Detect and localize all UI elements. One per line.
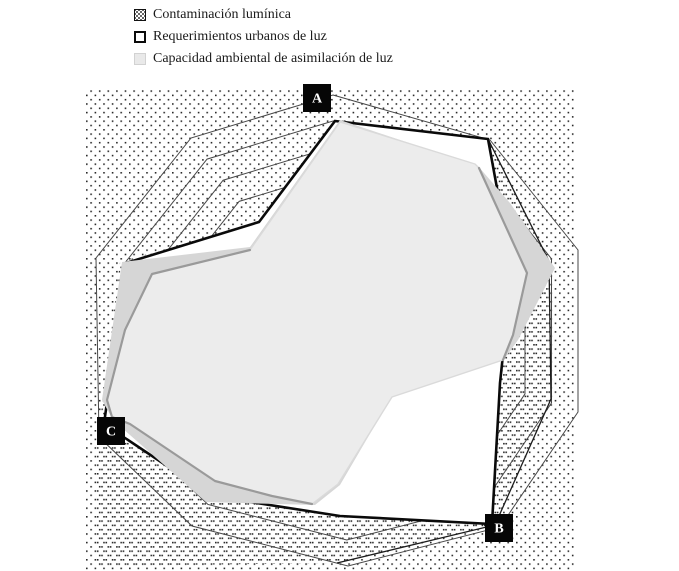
legend-label: Requerimientos urbanos de luz xyxy=(153,29,327,44)
legend-label: Capacidad ambiental de asimilación de luz xyxy=(153,51,393,66)
axis-label-text-A: A xyxy=(311,91,323,107)
legend-label: Contaminación lumínica xyxy=(153,7,292,22)
axis-label-text-B: B xyxy=(494,521,504,537)
axis-label-text-C: C xyxy=(105,424,117,440)
